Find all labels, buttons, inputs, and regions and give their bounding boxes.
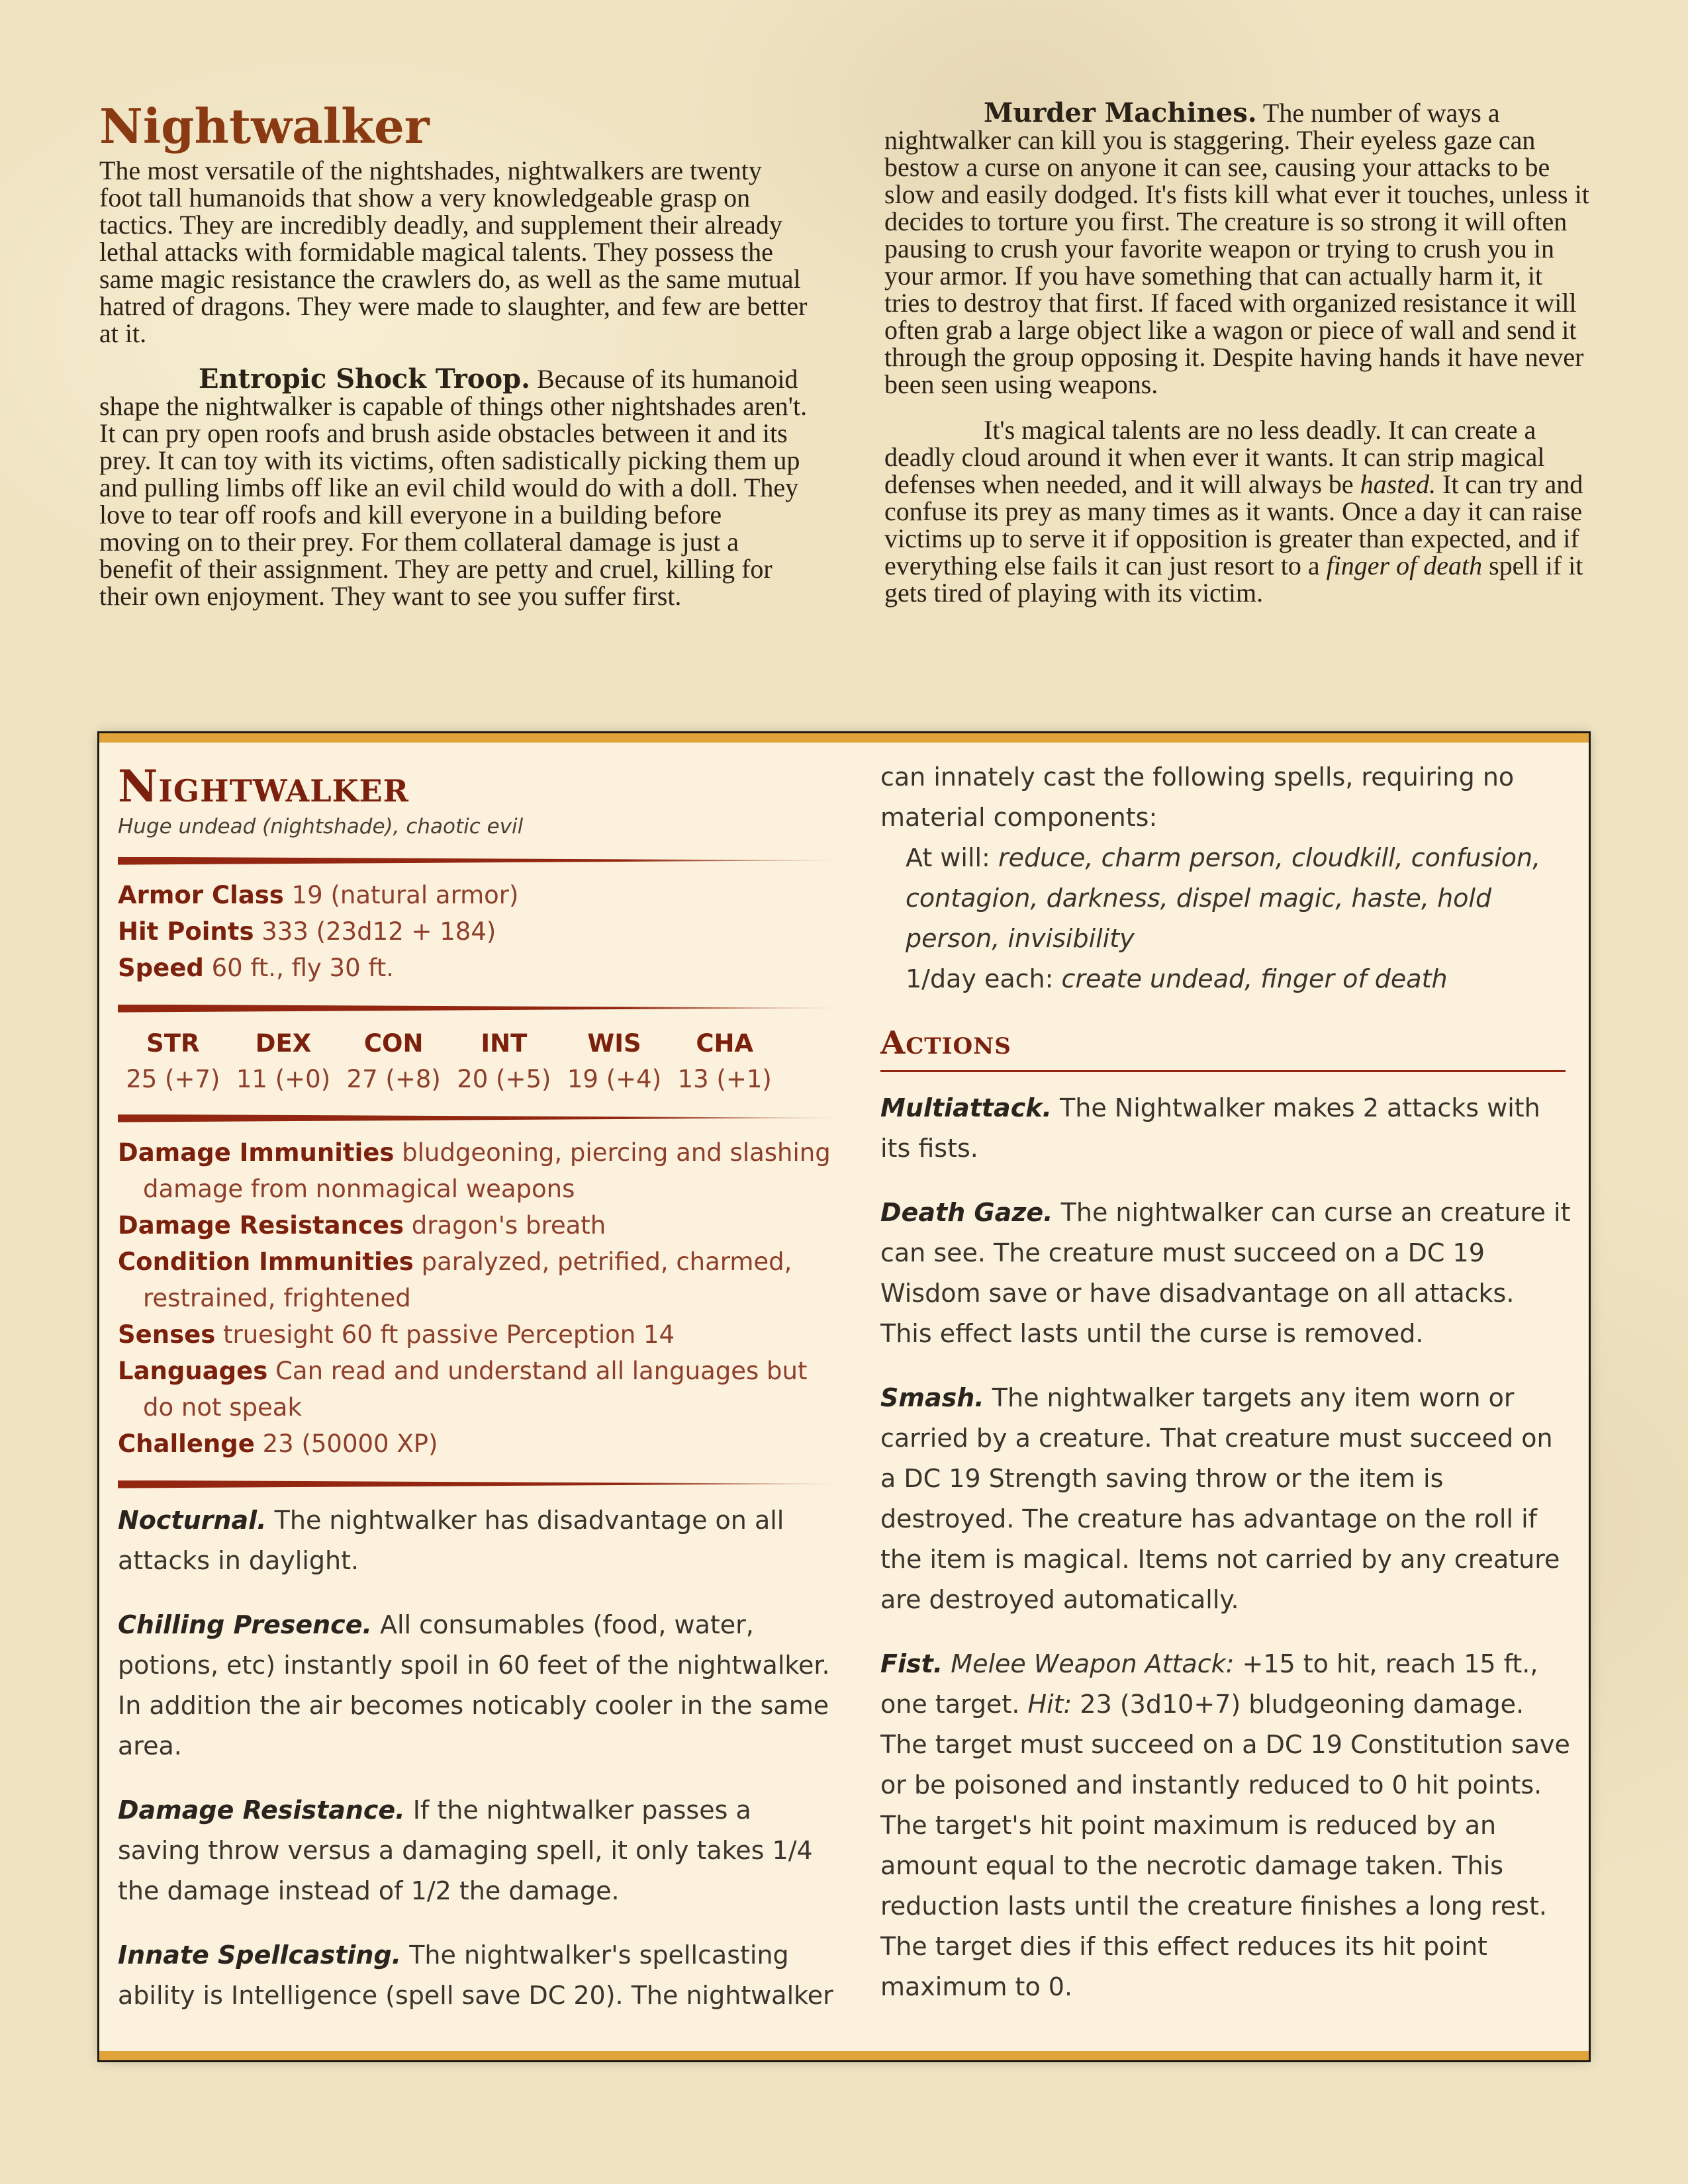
lore-murder-paragraph <box>884 99 1593 398</box>
ability-name: INT <box>481 1028 528 1058</box>
creature-name: Nightwalker <box>118 760 409 812</box>
actions-heading: Actions <box>880 1024 1011 1062</box>
action-smash <box>880 1378 1572 1620</box>
tapered-rule <box>118 1005 839 1013</box>
damage-immunities-line <box>118 1134 839 1207</box>
action-text: The nightwalker targets any item worn or carried by a creature. That creature must succeed on a DC 19 Strength saving throw or the item is destroyed. The creature has advantage on the roll if the item is magical. Items not carried by any creature are destroyed automatically. <box>880 1383 1560 1614</box>
languages-label: Languages <box>118 1356 268 1385</box>
ability-value: 25 (+7) <box>126 1064 220 1093</box>
trait-text: The nightwalker has disadvantage on all attacks in daylight. <box>118 1505 784 1575</box>
damage-immunities-value: bludgeoning, piercing and slashing damage from nonmagical weapons <box>143 1138 831 1203</box>
hit-points-line <box>118 913 839 950</box>
action-death-gaze <box>880 1193 1572 1354</box>
attack-type: Melee Weapon Attack: <box>951 1649 1235 1678</box>
tapered-rule <box>118 1480 839 1488</box>
condition-immunities-value: paralyzed, petrified, charmed, restrained, frightened <box>143 1247 792 1312</box>
ability-dex <box>228 1024 339 1096</box>
spellcasting-continued: can innately cast the following spells, requiring no material components: <box>880 762 1515 832</box>
attack-text-a: +15 to hit, reach 15 ft., one target. <box>880 1649 1538 1719</box>
senses-label: Senses <box>118 1320 216 1349</box>
speed-label: Speed <box>118 953 204 982</box>
tapered-rule <box>118 857 839 865</box>
ability-int <box>449 1024 559 1096</box>
stat-block-left-column <box>118 762 839 2040</box>
spells-at-will <box>880 838 1572 959</box>
page-title: Nightwalker <box>99 98 430 154</box>
ability-cha <box>669 1024 780 1096</box>
lore-magic-hasted: hasted. <box>1360 469 1436 499</box>
languages-line <box>118 1353 839 1426</box>
tapered-rule <box>118 1115 839 1122</box>
trait-text: The nightwalker's spellcasting ability is Intelligence (spell save DC 20). The nightwalker <box>118 1940 833 2010</box>
action-name: Death Gaze. <box>880 1197 1053 1227</box>
lore-magic-text-a: It's magical talents are no less deadly. It can create a deadly cloud around it when ever it wants. It can strip magical defenses when needed, and it will always be <box>884 415 1545 499</box>
trait-chilling-presence <box>118 1605 839 1766</box>
damage-resistances-value: dragon's breath <box>411 1210 606 1240</box>
lore-intro-paragraph: The most versatile of the nightshades, nightwalkers are twenty foot tall humanoids that show a very knowledgeable grasp on tactics. They are incredibly deadly, and supplement their already lethal attacks with formidable magical talents. They possess the same magic resistance the crawlers do, as well as the same mutual hatred of dragons. They were made to slaughter, and few are better at it. <box>99 155 808 348</box>
ability-name: CON <box>363 1028 424 1058</box>
action-name: Multiattack. <box>880 1093 1052 1122</box>
hit-points-label: Hit Points <box>118 917 254 946</box>
ability-con <box>338 1024 449 1096</box>
ability-scores <box>118 1024 780 1096</box>
trait-name: Nocturnal. <box>118 1505 267 1535</box>
lore-magic-text-b: It can try and confuse its prey as many times as it wants. Once a day it can raise victims up to serve it if opposition is greater than expected, and if everything else fails it can just resort to a <box>884 469 1583 580</box>
trait-damage-resistance <box>118 1790 839 1911</box>
spells-per-day <box>880 959 1572 999</box>
armor-class-label: Armor Class <box>118 880 284 909</box>
attack-text-b: 23 (3d10+7) bludgeoning damage. The target must succeed on a DC 19 Constitution save or be poisoned and instantly reduced to 0 hit points. The target's hit point maximum is reduced by an amount equal to the necrotic damage taken. This reduction lasts until the creature finishes a long rest. The target dies if this effect reduces its hit point maximum to 0. <box>880 1689 1570 2001</box>
ability-name: STR <box>146 1028 200 1058</box>
ability-name: WIS <box>587 1028 641 1058</box>
trait-name: Chilling Presence. <box>118 1610 372 1639</box>
ability-value: 19 (+4) <box>567 1064 662 1093</box>
hit-label: Hit: <box>1027 1689 1072 1719</box>
ability-str <box>118 1024 228 1096</box>
ability-value: 20 (+5) <box>457 1064 551 1093</box>
creature-type: Huge undead (nightshade), chaotic evil <box>118 814 524 839</box>
lore-magic-paragraph <box>884 416 1593 606</box>
spells-per-day-list: create undead, finger of death <box>1061 964 1448 993</box>
hit-points-value: 333 (23d12 + 184) <box>261 917 496 946</box>
lore-magic-text-c: spell if it gets tired of playing with its victim. <box>884 551 1583 608</box>
armor-class-line <box>118 877 839 913</box>
actions-rule <box>880 1070 1566 1072</box>
challenge-label: Challenge <box>118 1429 255 1458</box>
ability-name: CHA <box>696 1028 754 1058</box>
condition-immunities-line <box>118 1244 839 1316</box>
speed-line <box>118 950 839 986</box>
lore-entropic-paragraph <box>99 365 808 610</box>
lore-right-column <box>884 99 1593 625</box>
ability-value: 13 (+1) <box>677 1064 772 1093</box>
stat-block-right-column <box>880 757 1572 2031</box>
lore-entropic-text: Because of its humanoid shape the nightwalker is capable of things other nightshades aren't. It can pry open roofs and brush aside obstacles between it and its prey. It can toy with its victims, often sadistically picking them up and pulling limbs off like an evil child would do with a doll. They love to tear off roofs and kill everyone in a building before moving on to their prey. For them collateral damage is just a benefit of their assignment. They are petty and cruel, killing for their own enjoyment. They want to see you suffer first. <box>99 363 808 611</box>
lore-magic-spell: finger of death <box>1326 551 1483 580</box>
armor-class-value: 19 (natural armor) <box>291 880 519 909</box>
ability-value: 27 (+8) <box>346 1064 441 1093</box>
lore-murder-text: The number of ways a nightwalker can kill you is staggering. Their eyeless gaze can bestow a curse on anyone it can see, causing your attacks to be slow and easily dodged. It's fists kill what ever it touches, unless it decides to torture you first. The creature is so strong it will often pausing to crush your favorite weapon or trying to crush you in your armor. If you have something that can actually harm it, it tries to destroy that first. If faced with organized resistance it will often grab a large object like a wagon or piece of wall and send it through the group opposing it. Despite having hands it have never been seen using weapons. <box>884 98 1589 399</box>
action-name: Smash. <box>880 1383 984 1412</box>
trait-text: If the nightwalker passes a saving throw versus a damaging spell, it only takes 1/4 the damage instead of 1/2 the damage. <box>118 1795 813 1905</box>
senses-value: truesight 60 ft passive Perception 14 <box>223 1320 675 1349</box>
action-multiattack <box>880 1088 1572 1169</box>
stat-block <box>99 733 1589 2060</box>
action-text: The nightwalker can curse an creature it can see. The creature must succeed on a DC 19 Wisdom save or have disadvantage on all attacks. This effect lasts until the curse is removed. <box>880 1197 1571 1348</box>
damage-immunities-label: Damage Immunities <box>118 1138 395 1167</box>
spells-per-day-label: 1/day each: <box>906 964 1062 993</box>
lore-left-column <box>99 99 808 628</box>
spells-at-will-list: reduce, charm person, cloudkill, confusion, contagion, darkness, dispel magic, haste, hold person, invisibility <box>906 843 1541 953</box>
trait-innate-spellcasting <box>118 1935 839 2016</box>
senses-line <box>118 1316 839 1353</box>
damage-resistances-line <box>118 1207 839 1244</box>
damage-resistances-label: Damage Resistances <box>118 1210 404 1240</box>
trait-name: Innate Spellcasting. <box>118 1940 402 1970</box>
ability-wis <box>559 1024 670 1096</box>
languages-value: Can read and understand all languages but do not speak <box>143 1356 808 1422</box>
speed-value: 60 ft., fly 30 ft. <box>211 953 395 982</box>
ability-name: DEX <box>255 1028 312 1058</box>
trait-text: All consumables (food, water, potions, etc) instantly spoil in 60 feet of the nightwalker. In addition the air becomes noticably cooler in the same area. <box>118 1610 830 1760</box>
challenge-value: 23 (50000 XP) <box>262 1429 438 1458</box>
ability-value: 11 (+0) <box>236 1064 331 1093</box>
trait-nocturnal <box>118 1500 839 1581</box>
spells-at-will-label: At will: <box>906 843 998 872</box>
condition-immunities-label: Condition Immunities <box>118 1247 414 1276</box>
action-text: The Nightwalker makes 2 attacks with its fists. <box>880 1093 1540 1163</box>
trait-name: Damage Resistance. <box>118 1795 405 1825</box>
lore-murder-heading: Murder Machines. <box>984 97 1257 128</box>
lore-entropic-heading: Entropic Shock Troop. <box>199 363 531 394</box>
challenge-line <box>118 1426 839 1462</box>
action-name: Fist. <box>880 1649 943 1678</box>
action-fist <box>880 1644 1572 2007</box>
